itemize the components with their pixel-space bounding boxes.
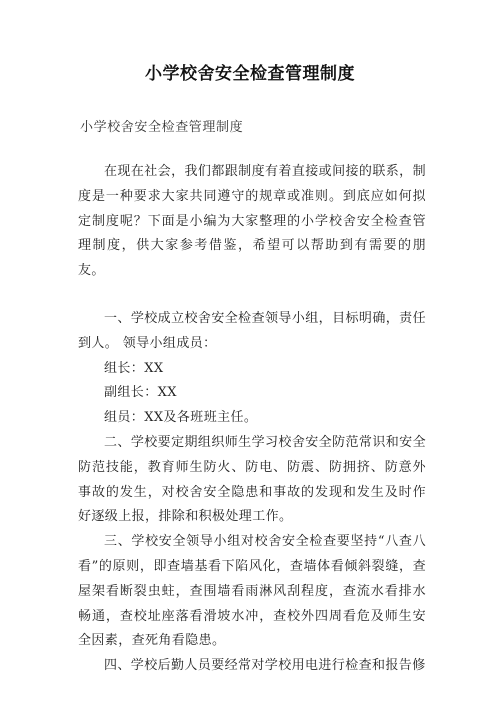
paragraph-deputy-leader: 副组长：XX bbox=[104, 385, 177, 401]
paragraph-section-1: 一、学校成立校舍安全检查领导小组，目标明确，责任到人。 领导小组成员： bbox=[78, 310, 426, 351]
paragraph-section-4: 四、学校后勤人员要经常对学校用电进行检查和报告修 bbox=[104, 658, 426, 674]
paragraph-intro: 在现在社会，我们都跟制度有着直接或间接的联系，制度是一种要求大家共同遵守的规章或准则。到底应如何拟定制度呢？下面是小编为大家整理的小学校舍安全检查管理制度，供大家参考借鉴，希望可以帮助到有需要的朋友。 bbox=[78, 164, 426, 279]
paragraph-section-2: 二、学校要定期组织师生学习校舍安全防范常识和安全防范技能，教育师生防火、防电、防震、防拥挤、防意外事故的发生，对校舍安全隐患和事故的发现和发生及时作好逐级上报，排除和积极处理工作。 bbox=[78, 434, 426, 525]
paragraph-members: 组员：XX及各班班主任。 bbox=[104, 410, 258, 426]
paragraph-leader: 组长：XX bbox=[104, 360, 164, 376]
document-title: 小学校舍安全检查管理制度 bbox=[145, 64, 355, 84]
paragraph-section-3: 三、学校安全领导小组对校舍安全检查要坚持“八查八看”的原则，即查墙基看下陷风化，查墙体看倾斜裂缝，查屋架看断裂虫蛀，查围墙看雨淋风刮程度，查流水看排水畅通，查校址座落看滑坡水冲，查校外四周看危及师生安全因素，查死角看隐患。 bbox=[78, 534, 426, 649]
document-body bbox=[78, 160, 426, 679]
document-subtitle: 小学校舍安全检查管理制度 bbox=[80, 120, 244, 135]
